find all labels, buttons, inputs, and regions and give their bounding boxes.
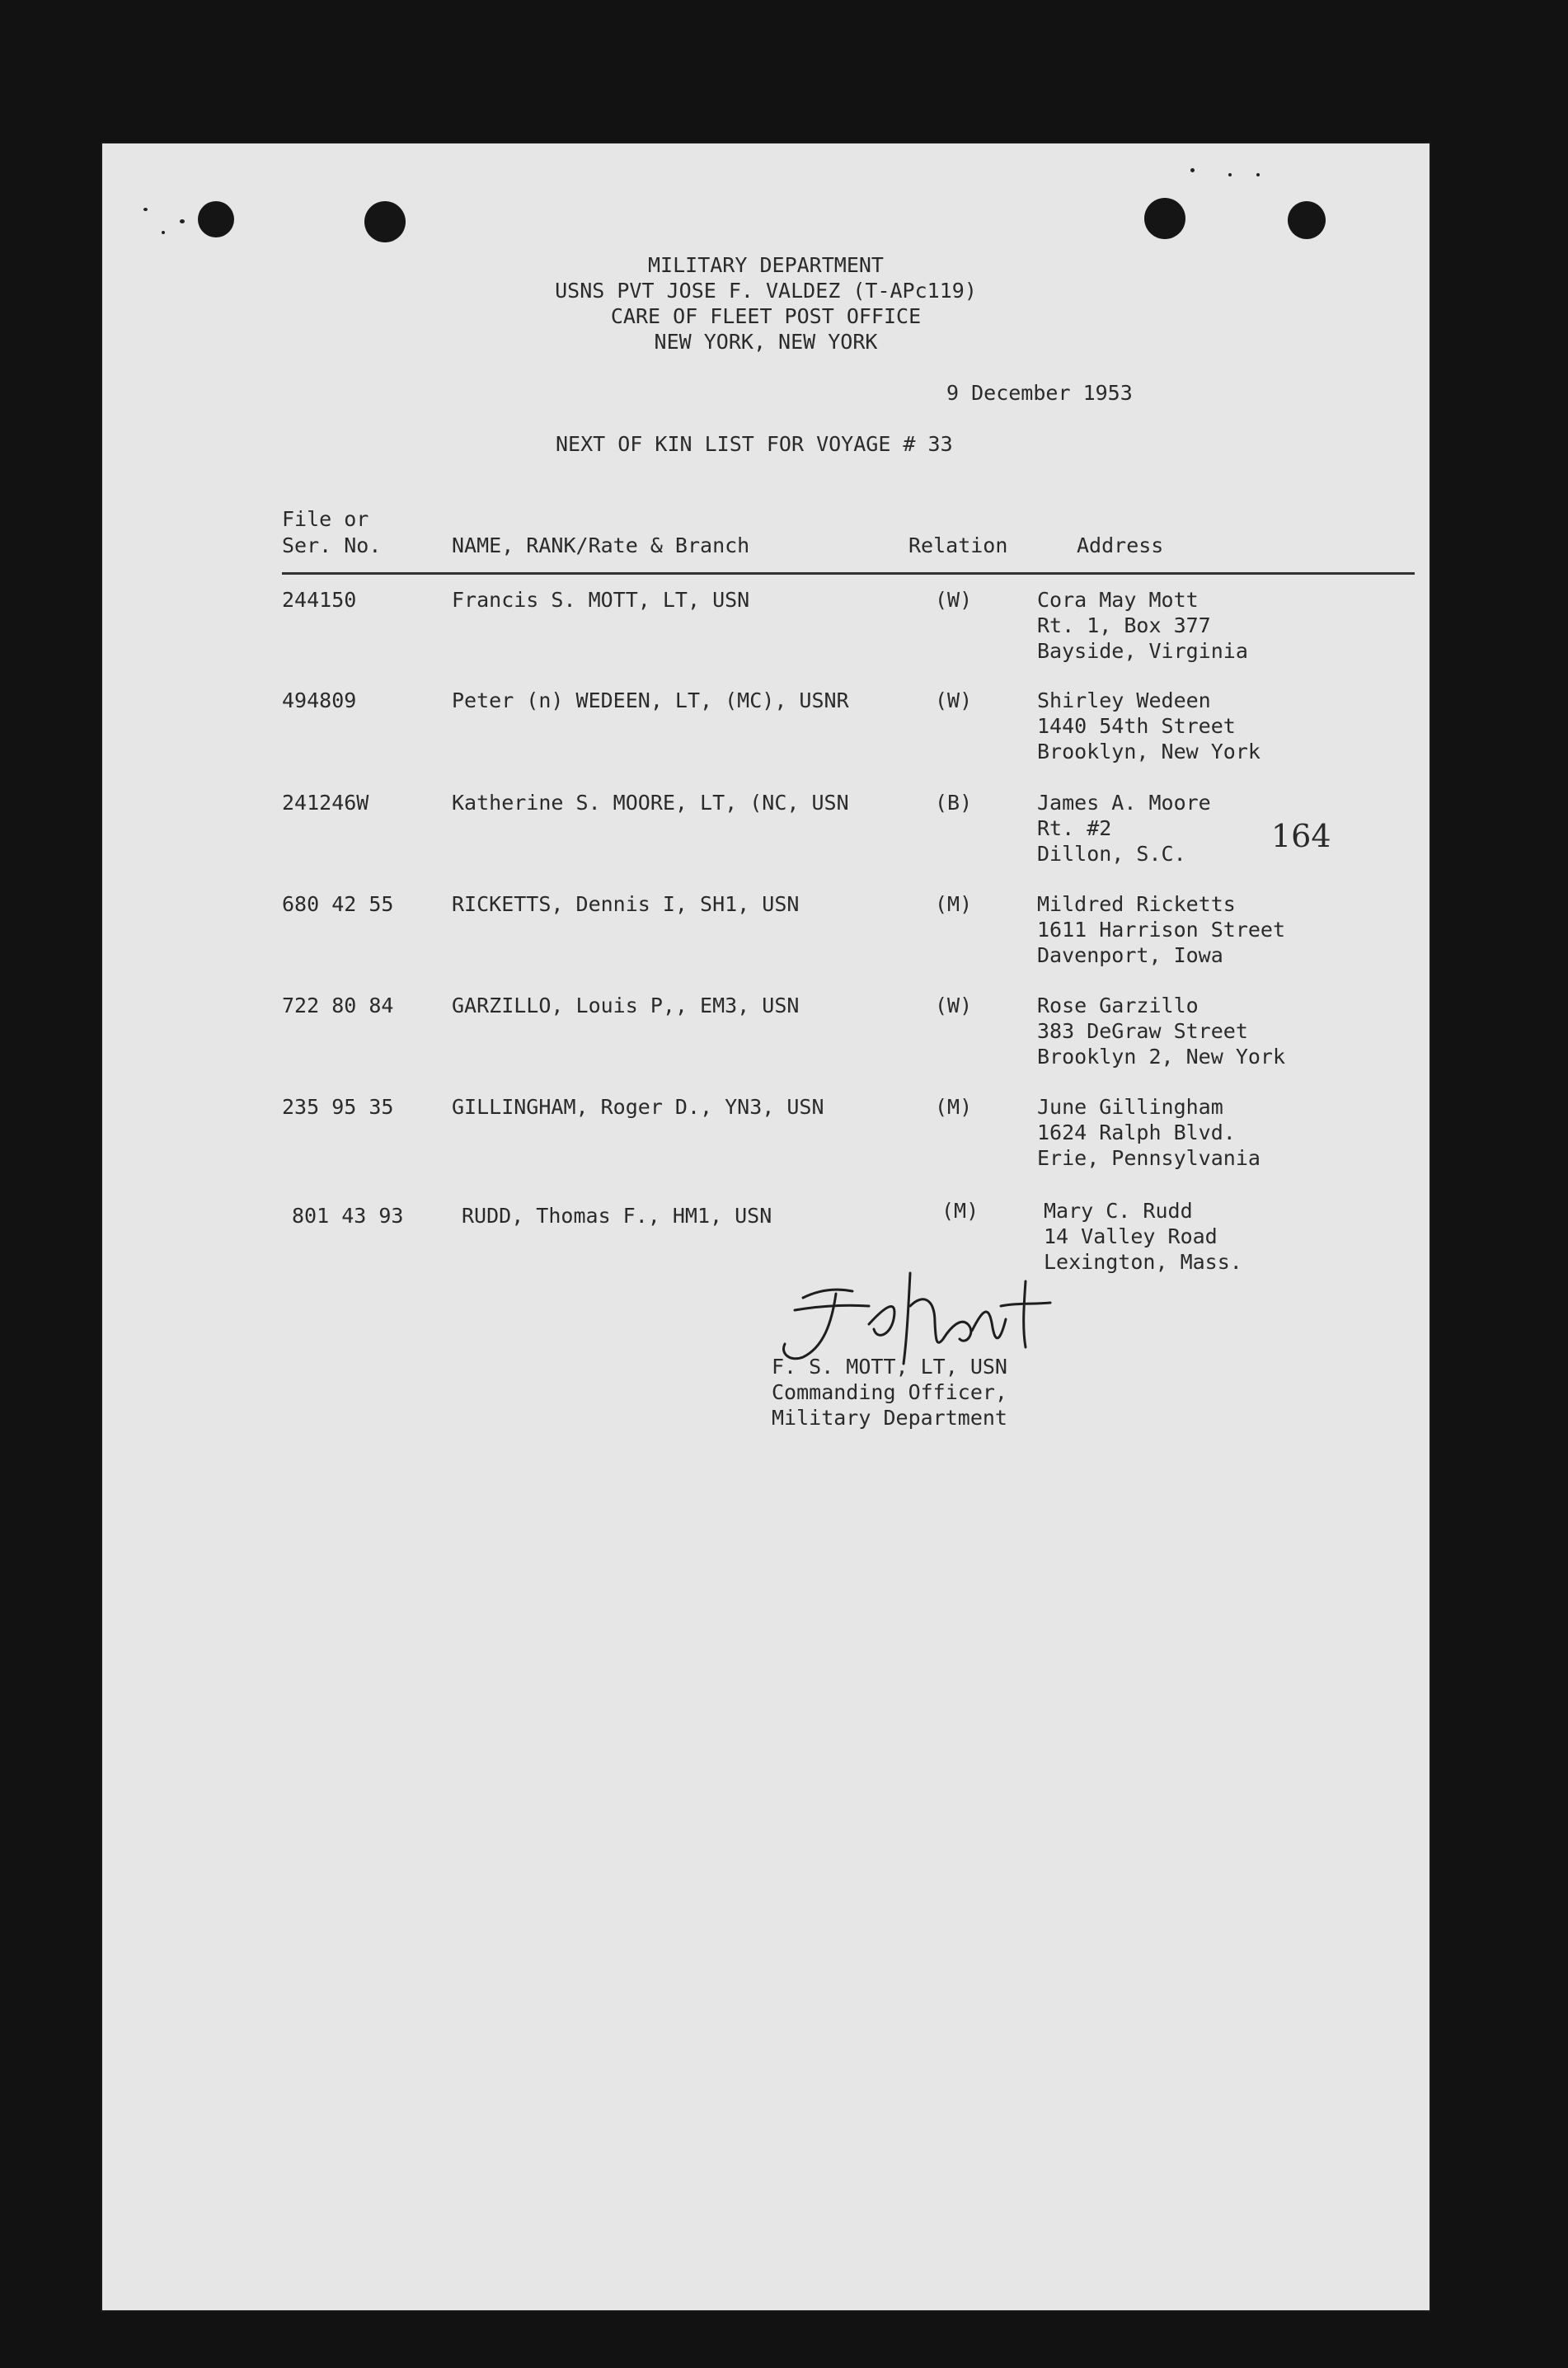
header-line-3: CARE OF FLEET POST OFFICE — [610, 304, 922, 328]
signature-title: Commanding Officer, — [772, 1380, 1007, 1404]
column-header-file-line-2: Ser. No. — [282, 533, 382, 557]
row-file-number: 494809 — [282, 688, 357, 712]
punch-hole — [1288, 201, 1326, 239]
row-file-number: 235 95 35 — [282, 1095, 394, 1119]
punch-hole — [1144, 198, 1185, 239]
row-address-line: James A. Moore — [1037, 791, 1211, 815]
row-relation: (W) — [935, 994, 973, 1017]
header-line-1: MILITARY DEPARTMENT — [648, 253, 884, 277]
column-header-address: Address — [1077, 533, 1164, 557]
row-address-line: 1624 Ralph Blvd. — [1037, 1121, 1236, 1144]
row-address-line: Bayside, Virginia — [1037, 639, 1248, 663]
row-name: GARZILLO, Louis P,, EM3, USN — [452, 994, 800, 1017]
row-relation: (W) — [935, 588, 973, 612]
signature-department: Military Department — [772, 1406, 1007, 1430]
page-number-stamp: 164 — [1271, 818, 1331, 854]
row-address-line: Brooklyn 2, New York — [1037, 1045, 1286, 1069]
row-name: RICKETTS, Dennis I, SH1, USN — [452, 892, 800, 916]
column-header-file-line-1: File or — [282, 507, 369, 531]
list-title: NEXT OF KIN LIST FOR VOYAGE # 33 — [556, 432, 953, 456]
punch-hole — [364, 201, 406, 242]
row-name: RUDD, Thomas F., HM1, USN — [462, 1204, 772, 1228]
row-file-number: 722 80 84 — [282, 994, 394, 1017]
document-date: 9 December 1953 — [946, 381, 1133, 405]
row-relation: (W) — [935, 688, 973, 712]
row-address-line: Mildred Ricketts — [1037, 892, 1236, 916]
row-name: Katherine S. MOORE, LT, (NC, USN — [452, 791, 849, 815]
row-address-line: 1611 Harrison Street — [1037, 918, 1286, 942]
header-line-2: USNS PVT JOSE F. VALDEZ (T-APc119) — [555, 279, 977, 303]
row-address-line: Davenport, Iowa — [1037, 943, 1223, 967]
row-name: Francis S. MOTT, LT, USN — [452, 588, 750, 612]
row-address-line: Rose Garzillo — [1037, 994, 1199, 1017]
row-address-line: Rt. #2 — [1037, 816, 1112, 840]
row-relation: (M) — [941, 1199, 979, 1223]
row-address-line: Erie, Pennsylvania — [1037, 1146, 1261, 1170]
row-address-line: Rt. 1, Box 377 — [1037, 613, 1211, 637]
row-file-number: 244150 — [282, 588, 357, 612]
row-file-number: 680 42 55 — [282, 892, 394, 916]
row-relation: (M) — [935, 892, 973, 916]
row-address-line: Lexington, Mass. — [1044, 1250, 1242, 1274]
row-file-number: 801 43 93 — [292, 1204, 404, 1228]
punch-hole — [198, 201, 234, 237]
row-name: GILLINGHAM, Roger D., YN3, USN — [452, 1095, 824, 1119]
header-line-4: NEW YORK, NEW YORK — [654, 330, 878, 354]
document-page — [102, 143, 1430, 2310]
row-relation: (B) — [935, 791, 973, 815]
row-address-line: June Gillingham — [1037, 1095, 1223, 1119]
column-header-relation: Relation — [908, 533, 1008, 557]
row-address-line: 383 DeGraw Street — [1037, 1019, 1248, 1043]
row-address-line: Cora May Mott — [1037, 588, 1199, 612]
row-file-number: 241246W — [282, 791, 369, 815]
row-name: Peter (n) WEDEEN, LT, (MC), USNR — [452, 688, 849, 712]
row-relation: (M) — [935, 1095, 973, 1119]
row-address-line: Shirley Wedeen — [1037, 688, 1211, 712]
row-address-line: Mary C. Rudd — [1044, 1199, 1193, 1223]
row-address-line: 14 Valley Road — [1044, 1224, 1218, 1248]
row-address-line: Brooklyn, New York — [1037, 740, 1261, 763]
header-rule — [282, 572, 1415, 575]
column-header-name: NAME, RANK/Rate & Branch — [452, 533, 750, 557]
row-address-line: 1440 54th Street — [1037, 714, 1236, 738]
row-address-line: Dillon, S.C. — [1037, 842, 1186, 866]
signature-name: F. S. MOTT, LT, USN — [772, 1355, 1007, 1379]
